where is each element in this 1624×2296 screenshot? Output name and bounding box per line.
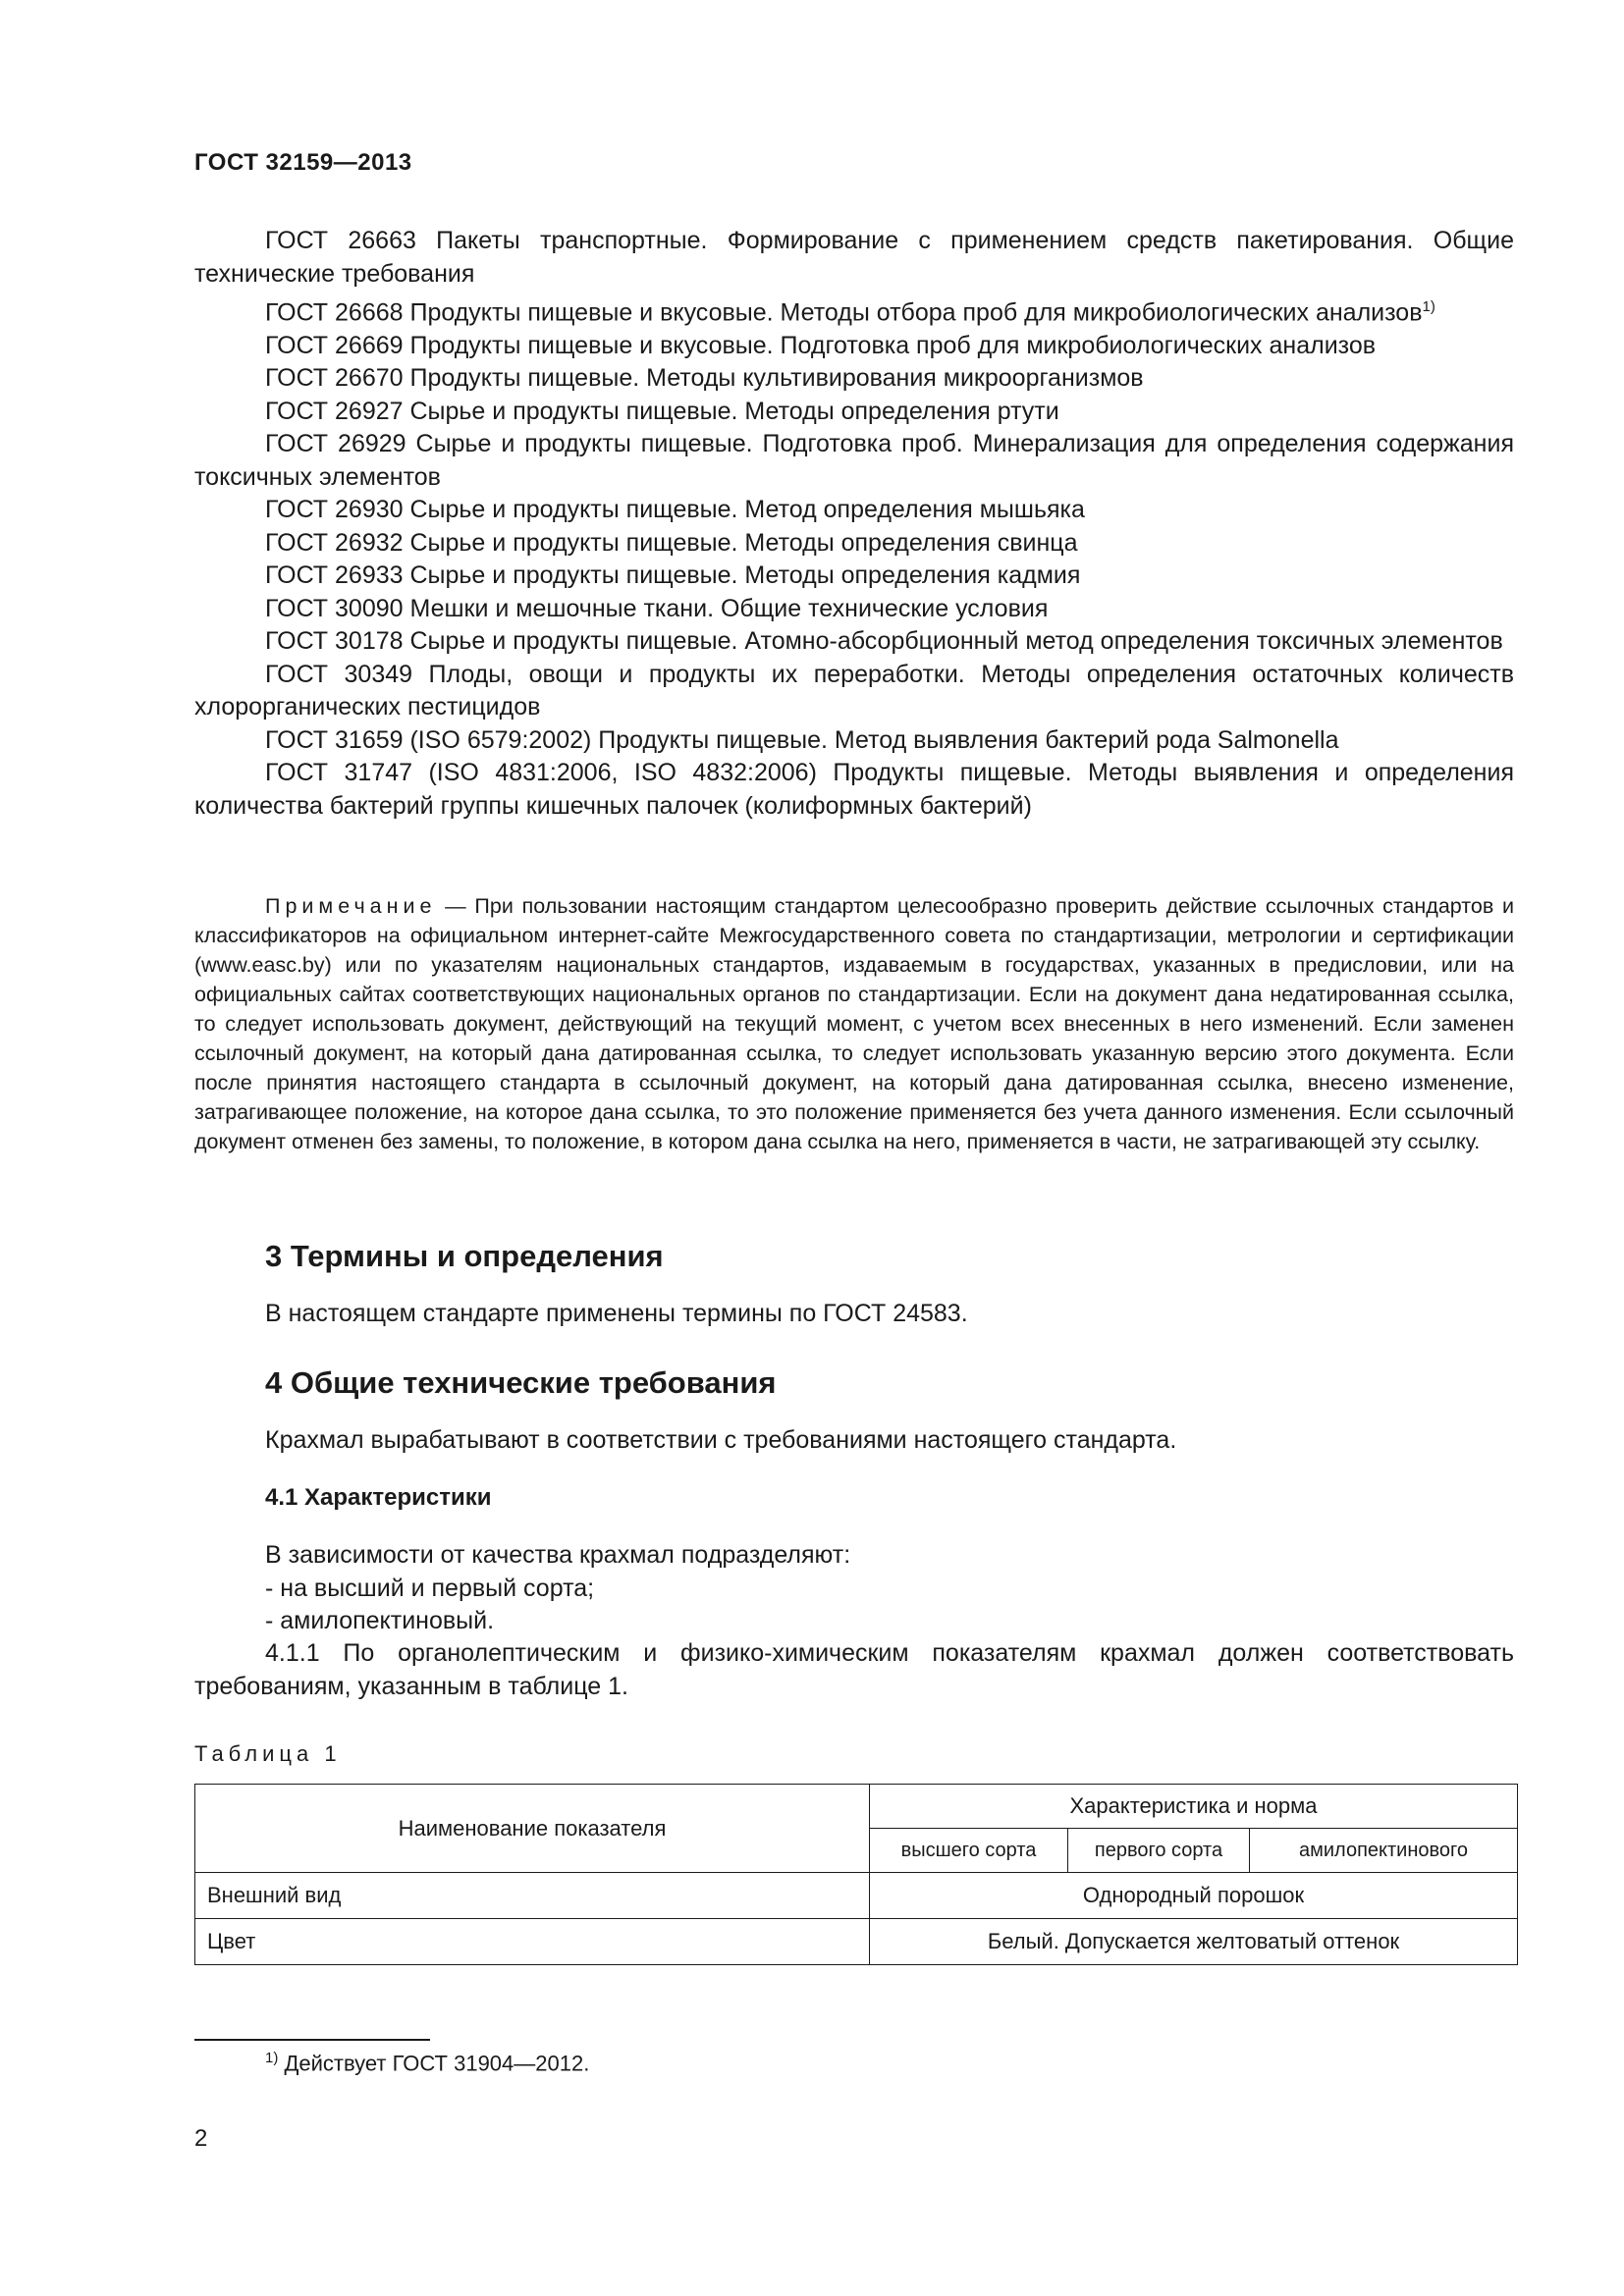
table-header-name: Наименование показателя [195, 1785, 870, 1873]
reference-item: ГОСТ 31659 (ISO 6579:2002) Продукты пищевые. Метод выявления бактерий рода Salmonella [265, 725, 1339, 754]
reference-item: ГОСТ 26933 Сырье и продукты пищевые. Методы определения кадмия [265, 561, 1081, 590]
table-cell-name: Цвет [195, 1919, 870, 1965]
section-3-text: В настоящем стандарте применены термины по ГОСТ 24583. [265, 1300, 968, 1327]
table-subheader: первого сорта [1068, 1829, 1250, 1873]
section-4-title: 4 Общие технические требования [265, 1365, 777, 1400]
clause-4-1-1: 4.1.1 По органолептическим и физико-химическим показателям крахмал должен соответствовать требованиям, указанным в таблице 1. [194, 1639, 1514, 1700]
note-block: Примечание — При пользовании настоящим стандартом целесообразно проверить действие ссылочных стандартов и классификаторов на официальном интернет-сайте Межгосударственного совета по стандартизации, метрологии и сертификации (www.easc.by) или по указателям национальных стандартов, издаваемым в государствах, указанных в предисловии, или на официальных сайтах соответствующих национальных органов по стандартизации. Если на документ дана недатированная ссылка, то следует использовать документ, действующий на текущий момент, с учетом всех внесенных в него изменений. Если заменен ссылочный документ, на который дана датированная ссылка, то следует использовать указанную версию этого документа. Если после принятия настоящего стандарта в ссылочный документ, на который дана датированная ссылка, внесено изменение, затрагивающее положение, на которое дана ссылка, то это положение применяется без учета данного изменения. Если ссылочный документ отменен без замены, то положение, в котором дана ссылка на него, применяется в части, не затрагивающей эту ссылку. [194, 894, 1514, 1153]
note-label: Примечание [265, 894, 437, 918]
grade-list [265, 1539, 850, 1638]
normative-references [194, 225, 1514, 823]
reference-item: ГОСТ 30178 Сырье и продукты пищевые. Атомно-абсорбционный метод определения токсичных элементов [265, 627, 1503, 656]
footnote-separator [194, 2039, 430, 2041]
subsection-4-1-title: 4.1 Характеристики [265, 1484, 492, 1511]
reference-item: ГОСТ 26929 Сырье и продукты пищевые. Подготовка проб. Минерализация для определения содержания токсичных элементов [194, 430, 1514, 491]
list-item: - на высший и первый сорта; [265, 1574, 595, 1602]
table-caption: Таблица 1 [194, 1741, 342, 1766]
section-4-text: Крахмал вырабатывают в соответствии с требованиями настоящего стандарта. [265, 1426, 1177, 1454]
note-text: При пользовании настоящим стандартом целесообразно проверить действие ссылочных стандартов и классификаторов на официальном интернет-сайте Межгосударственного совета по стандартизации, метрологии и сертификации (www.easc.by) или по указателям национальных стандартов, издаваемым в государствах, указанных в предисловии, или на официальных сайтах соответствующих национальных органов по стандартизации. Если на документ дана недатированная ссылка, то следует использовать документ, действующий на текущий момент, с учетом всех внесенных в него изменений. Если заменен ссылочный документ, на который дана датированная ссылка, то следует использовать указанную версию этого документа. Если после принятия настоящего стандарта в ссылочный документ, на который дана датированная ссылка, внесено изменение, затрагивающее положение, на которое дана ссылка, то это положение применяется без учета данного изменения. Если ссылочный документ отменен без замены, то положение, в котором дана ссылка на него, применяется в части, не затрагивающей эту ссылку. [194, 894, 1514, 1153]
table-cell-value: Однородный порошок [870, 1873, 1518, 1919]
table-subheader: амилопектинового [1250, 1829, 1518, 1873]
reference-item: ГОСТ 26927 Сырье и продукты пищевые. Методы определения ртути [265, 397, 1059, 425]
spec-table [194, 1784, 1518, 1965]
table-row [195, 1873, 1518, 1919]
table-header-group: Характеристика и норма [870, 1785, 1518, 1829]
table-cell-name: Внешний вид [195, 1873, 870, 1919]
reference-item: ГОСТ 26668 Продукты пищевые и вкусовые. Методы отбора проб для микробиологических анализов$^{1)}$ [265, 298, 1435, 327]
footnote-marker: 1) [1422, 298, 1435, 315]
list-item: - амилопектиновый. [265, 1607, 495, 1634]
reference-item: ГОСТ 26930 Сырье и продукты пищевые. Метод определения мышьяка [265, 496, 1085, 524]
reference-item: ГОСТ 26932 Сырье и продукты пищевые. Методы определения свинца [265, 528, 1078, 557]
table-subheader: высшего сорта [870, 1829, 1068, 1873]
footnote: $^{1)}$ Действует ГОСТ 31904—2012. [265, 2050, 590, 2076]
reference-item: ГОСТ 26663 Пакеты транспортные. Формирование с применением средств пакетирования. Общие технические требования [194, 227, 1514, 288]
page-number: 2 [194, 2125, 208, 2152]
table-row [195, 1919, 1518, 1965]
table-cell-value: Белый. Допускается желтоватый оттенок [870, 1919, 1518, 1965]
document-header: ГОСТ 32159—2013 [194, 149, 412, 176]
section-3-title: 3 Термины и определения [265, 1239, 664, 1273]
reference-item: ГОСТ 26669 Продукты пищевые и вкусовые. Подготовка проб для микробиологических анализов [265, 331, 1377, 359]
reference-item: ГОСТ 26670 Продукты пищевые. Методы культивирования микроорганизмов [265, 364, 1144, 393]
reference-item: ГОСТ 30349 Плоды, овощи и продукты их переработки. Методы определения остаточных количеств хлорорганических пестицидов [194, 660, 1514, 721]
list-intro: В зависимости от качества крахмал подразделяют: [265, 1541, 851, 1569]
reference-item: ГОСТ 31747 (ISO 4831:2006, ISO 4832:2006) Продукты пищевые. Методы выявления и определения количества бактерий группы кишечных палочек (колиформных бактерий) [194, 759, 1514, 820]
reference-item: ГОСТ 30090 Мешки и мешочные ткани. Общие технические условия [265, 594, 1049, 622]
